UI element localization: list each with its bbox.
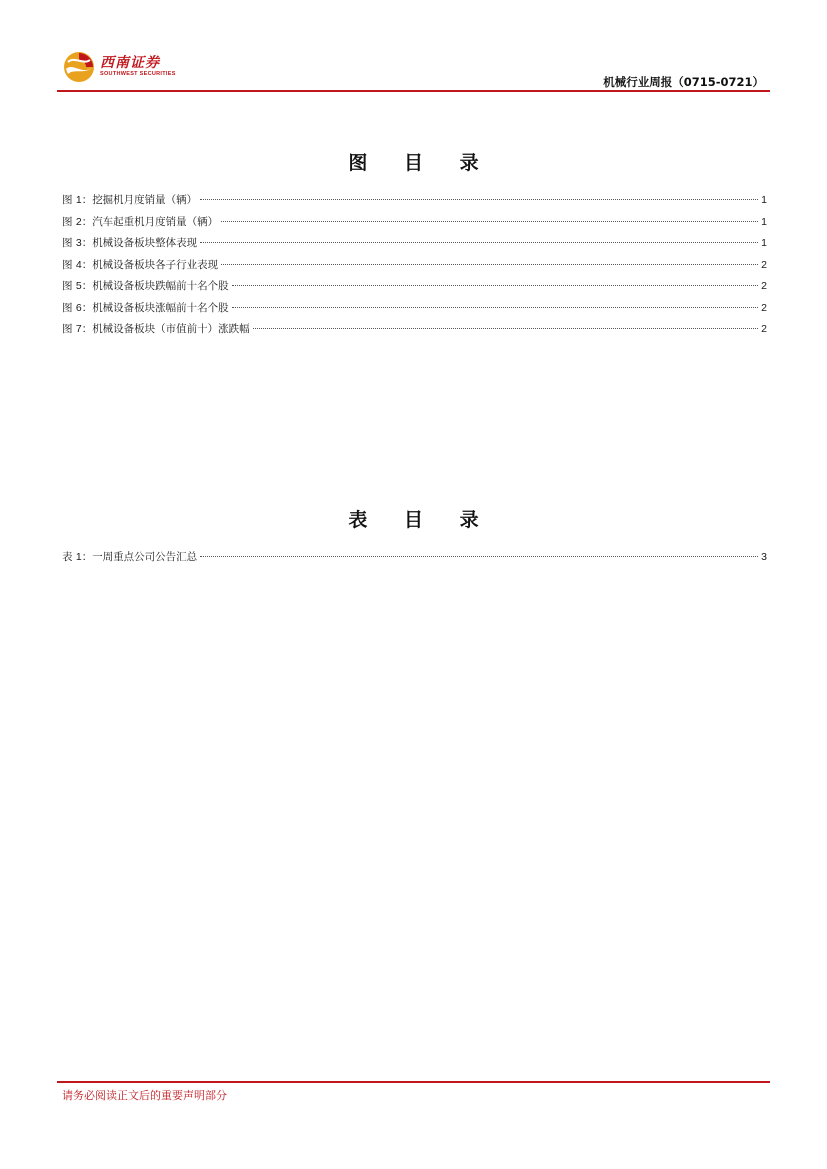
toc-entry[interactable] [62,214,767,236]
toc-entry-prefix: 图 [62,323,73,335]
page-header [57,44,770,92]
toc-entry-number: 1 [75,194,82,206]
footer-disclaimer: 请务必阅读正文后的重要声明部分 [62,1089,227,1102]
toc-entry-number: 1 [75,551,82,563]
toc-entry-text: 一周重点公司公告汇总 [92,551,198,563]
logo-english-name: SOUTHWEST SECURITIES [100,71,176,77]
toc-entry-label [62,192,197,207]
toc-entry[interactable] [62,300,767,322]
report-title: 机械行业周报（0715-0721） [603,75,764,89]
toc-entry-label [62,300,229,315]
toc-entry-number: 3 [75,237,82,249]
toc-entry[interactable] [62,257,767,279]
toc-entry-text: 机械设备板块整体表现 [92,237,198,249]
toc-entry[interactable] [62,321,767,343]
logo-chinese-name: 西南证券 [100,55,160,71]
toc-entry-label [62,214,218,229]
toc-entry-separator: ： [81,551,93,563]
toc-entry-text: 汽车起重机月度销量（辆） [92,215,219,228]
toc-entry-page-number: 1 [761,194,767,206]
toc-entry[interactable] [62,549,767,571]
toc-dot-leader [253,328,758,329]
table-toc-title: 表 目 录 [348,509,494,531]
toc-entry-separator: ： [81,215,93,228]
toc-entry-page-number: 2 [761,258,767,271]
toc-entry-number: 2 [75,215,82,228]
toc-entry-separator: ： [81,280,93,292]
toc-entry-label [62,321,250,336]
toc-entry-label [62,257,218,272]
toc-entry[interactable] [62,192,767,214]
toc-entry-label [62,278,229,293]
toc-dot-leader [232,307,758,308]
figure-toc-list [62,192,767,343]
toc-entry-page-number: 2 [761,301,767,314]
toc-dot-leader [221,264,758,265]
toc-entry-prefix: 表 [62,551,73,563]
toc-entry-prefix: 图 [62,215,73,228]
header-divider [57,90,770,92]
company-logo [62,50,182,84]
toc-dot-leader [200,199,758,200]
footer-divider [57,1081,770,1083]
toc-entry-prefix: 图 [62,258,73,271]
toc-entry-number: 5 [75,280,82,292]
toc-entry-page-number: 1 [761,215,767,228]
toc-entry-prefix: 图 [62,237,73,249]
toc-entry-text: 机械设备板块（市值前十）涨跌幅 [92,323,250,335]
toc-entry-separator: ： [81,237,93,249]
toc-entry-separator: ： [81,323,93,335]
figure-toc-title: 图 目 录 [348,152,494,174]
toc-entry-prefix: 图 [62,280,73,292]
southwest-securities-logo-icon [62,50,96,84]
toc-entry-label [62,235,197,250]
toc-dot-leader [200,556,758,557]
toc-dot-leader [200,242,758,243]
toc-entry-number: 7 [75,323,82,335]
toc-entry-page-number: 2 [761,323,767,335]
toc-entry-prefix: 图 [62,194,73,206]
toc-entry-text: 机械设备板块跌幅前十名个股 [92,280,229,292]
toc-entry[interactable] [62,235,767,257]
toc-entry-page-number: 3 [761,551,767,563]
toc-dot-leader [221,221,758,222]
toc-entry[interactable] [62,278,767,300]
toc-entry-separator: ： [81,258,93,271]
toc-entry-text: 机械设备板块涨幅前十名个股 [92,301,229,314]
toc-entry-label [62,549,197,564]
toc-entry-page-number: 1 [761,237,767,249]
toc-entry-text: 机械设备板块各子行业表现 [92,258,219,271]
toc-dot-leader [232,285,758,286]
table-toc-list [62,549,767,571]
toc-entry-separator: ： [81,194,93,206]
toc-entry-number: 4 [75,258,82,271]
toc-entry-page-number: 2 [761,280,767,292]
toc-entry-number: 6 [75,301,82,314]
toc-entry-text: 挖掘机月度销量（辆） [92,194,198,206]
toc-entry-prefix: 图 [62,301,73,314]
toc-entry-separator: ： [81,301,93,314]
